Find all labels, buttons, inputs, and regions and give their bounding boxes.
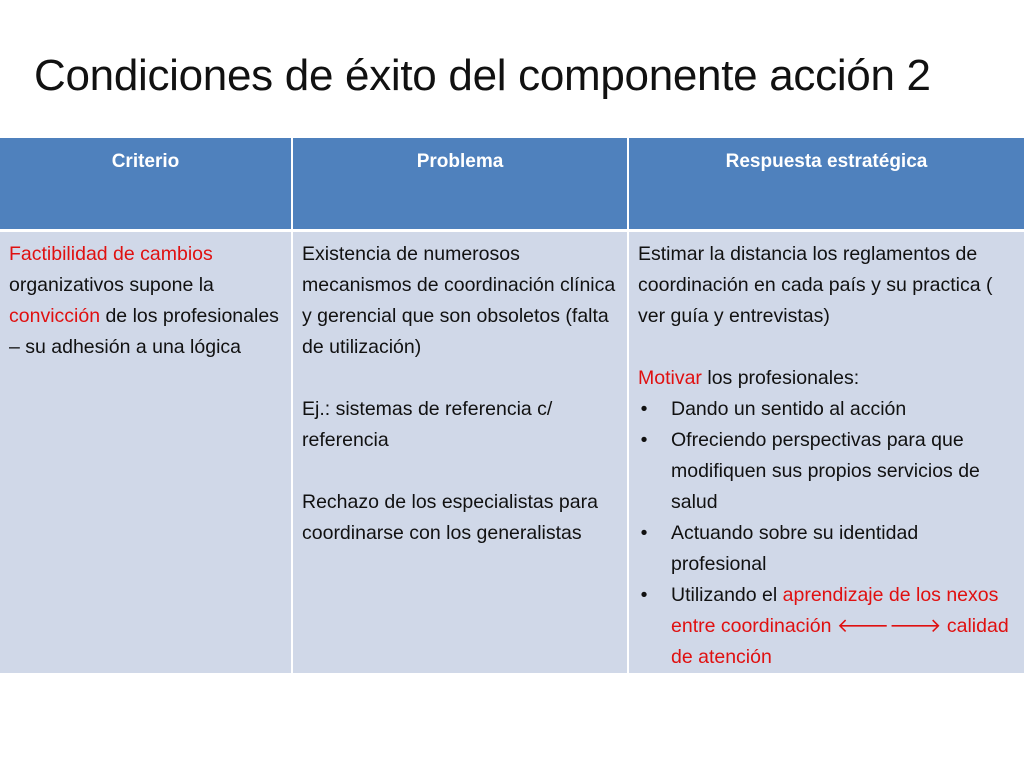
- list-item: [638, 394, 1016, 425]
- bullet-icon: •: [640, 522, 648, 544]
- bullet-text: Dando un sentido al acción: [671, 398, 907, 420]
- table-row: [0, 231, 1024, 674]
- cell-criterio: [0, 231, 292, 674]
- respuesta-motivar-line: [638, 363, 1016, 394]
- respuesta-bullet-list: [638, 394, 1016, 673]
- motivar-highlight: Motivar: [638, 367, 702, 389]
- header-respuesta: Respuesta estratégica: [628, 138, 1024, 231]
- cell-problema: [292, 231, 628, 674]
- bullet-text: Ofreciendo perspectivas para que modifiquen sus propios servicios de salud: [671, 429, 980, 513]
- problema-paragraph-3: Rechazo de los especialistas para coordinarse con los generalistas: [302, 491, 598, 544]
- criterio-text-2: de los profesionales – su adhesión a una lógica: [9, 305, 279, 358]
- cell-respuesta: [628, 231, 1024, 674]
- header-criterio: Criterio: [0, 138, 292, 231]
- last-bullet-prefix: Utilizando el: [671, 584, 783, 606]
- problema-paragraph-1: Existencia de numerosos mecanismos de coordinación clínica y gerencial que son obsoletos (falta de utilización): [302, 243, 616, 358]
- table-header-row: [0, 138, 1024, 231]
- bullet-icon: •: [640, 398, 648, 420]
- conditions-table: [0, 138, 1024, 673]
- bullet-icon: •: [640, 429, 648, 451]
- criterio-highlight-conviccion: convicción: [9, 305, 101, 327]
- bullet-icon: •: [640, 584, 648, 606]
- slide-title: Condiciones de éxito del componente acción 2: [34, 51, 931, 100]
- list-item: [638, 580, 1016, 673]
- criterio-text-1: organizativos supone la: [9, 274, 214, 296]
- list-item: [638, 425, 1016, 518]
- last-bullet-highlight-end: calidad de atención: [671, 615, 1009, 668]
- criterio-highlight-factibilidad: Factibilidad de cambios: [9, 243, 213, 265]
- respuesta-paragraph-1: Estimar la distancia los reglamentos de coordinación en cada país y su practica ( ver guía y entrevistas): [638, 243, 993, 327]
- bullet-text: Actuando sobre su identidad profesional: [671, 522, 919, 575]
- problema-paragraph-2: Ej.: sistemas de referencia c/ referencia: [302, 398, 553, 451]
- motivar-text: los profesionales:: [701, 367, 860, 389]
- list-item: [638, 518, 1016, 580]
- last-bullet-highlight: aprendizaje de los nexos entre coordinación: [671, 584, 999, 637]
- bidirectional-arrow-icon: 🡐🡒: [836, 615, 942, 637]
- header-problema: Problema: [292, 138, 628, 231]
